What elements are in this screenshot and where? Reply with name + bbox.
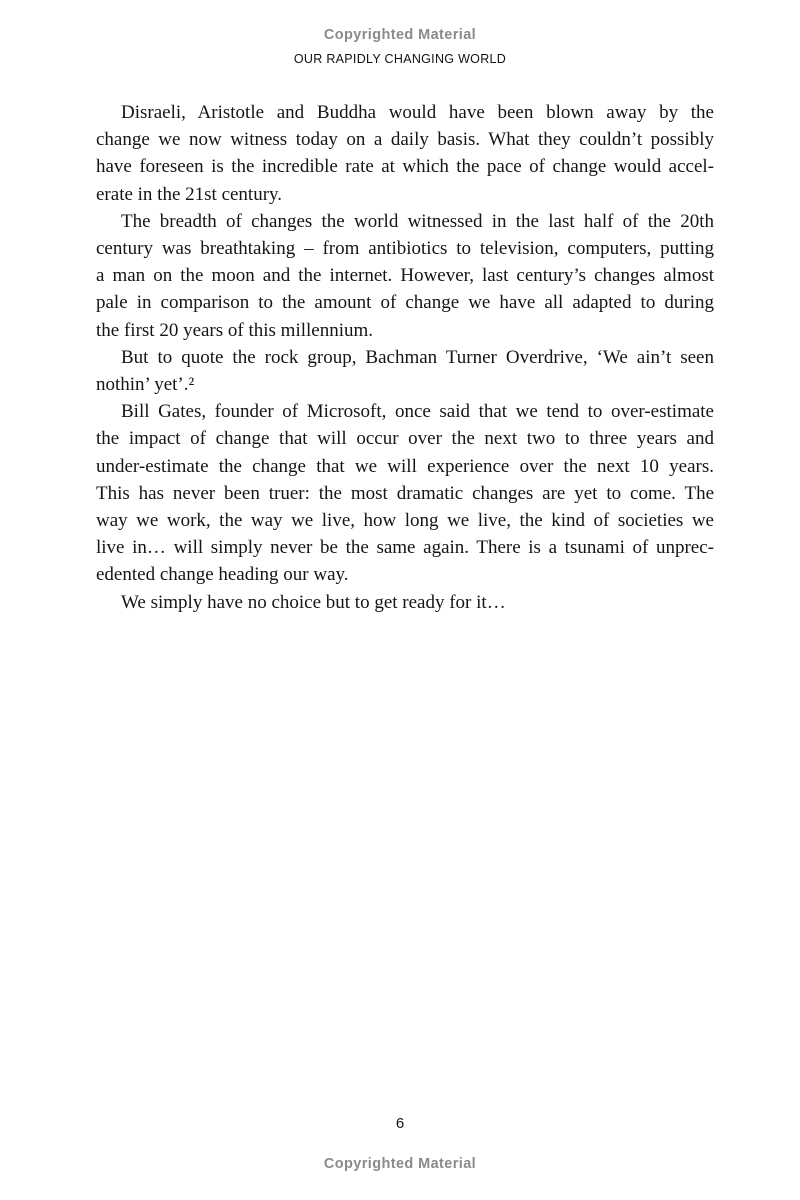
paragraph xyxy=(96,99,714,208)
paragraph xyxy=(96,208,714,344)
body-line: have foreseen is the incredible rate at which the pace of change would accel- xyxy=(96,156,714,178)
body-line: a man on the moon and the internet. However, last century’s changes almost xyxy=(96,265,714,287)
body-line: the impact of change that will occur over the next two to three years and xyxy=(96,428,714,450)
body-line: change we now witness today on a daily basis. What they couldn’t possibly xyxy=(96,129,714,151)
body-line: This has never been truer: the most dramatic changes are yet to come. The xyxy=(96,482,714,504)
page-number: 6 xyxy=(395,1115,405,1132)
body-line: century was breathtaking – from antibiotics to television, computers, putting xyxy=(96,238,714,260)
bottom-watermark: Copyrighted Material xyxy=(323,1156,477,1172)
body-line: Bill Gates, founder of Microsoft, once said that we tend to over-estimate xyxy=(121,401,714,423)
body-line: way we work, the way we live, how long we live, the kind of societies we xyxy=(96,510,714,532)
body-line: erate in the 21st century. xyxy=(96,183,283,205)
page-body xyxy=(96,99,714,616)
body-line: The breadth of changes the world witnessed in the last half of the 20th xyxy=(121,210,714,232)
body-line: nothin’ yet’.² xyxy=(96,374,195,396)
body-line: under-estimate the change that we will experience over the next 10 years. xyxy=(96,455,714,477)
paragraph xyxy=(96,589,714,616)
running-head: OUR RAPIDLY CHANGING WORLD xyxy=(293,52,507,66)
body-line: live in… will simply never be the same again. There is a tsunami of unprec- xyxy=(96,537,714,559)
body-line: edented change heading our way. xyxy=(96,564,349,586)
body-line: We simply have no choice but to get ready for it… xyxy=(121,591,506,613)
body-line: the first 20 years of this millennium. xyxy=(96,319,374,341)
body-line: pale in comparison to the amount of change we have all adapted to during xyxy=(96,292,714,314)
paragraph xyxy=(96,344,714,398)
top-watermark: Copyrighted Material xyxy=(323,27,477,43)
paragraph xyxy=(96,398,714,588)
body-line: But to quote the rock group, Bachman Turner Overdrive, ‘We ain’t seen xyxy=(121,346,714,368)
body-line: Disraeli, Aristotle and Buddha would have been blown away by the xyxy=(121,102,714,123)
